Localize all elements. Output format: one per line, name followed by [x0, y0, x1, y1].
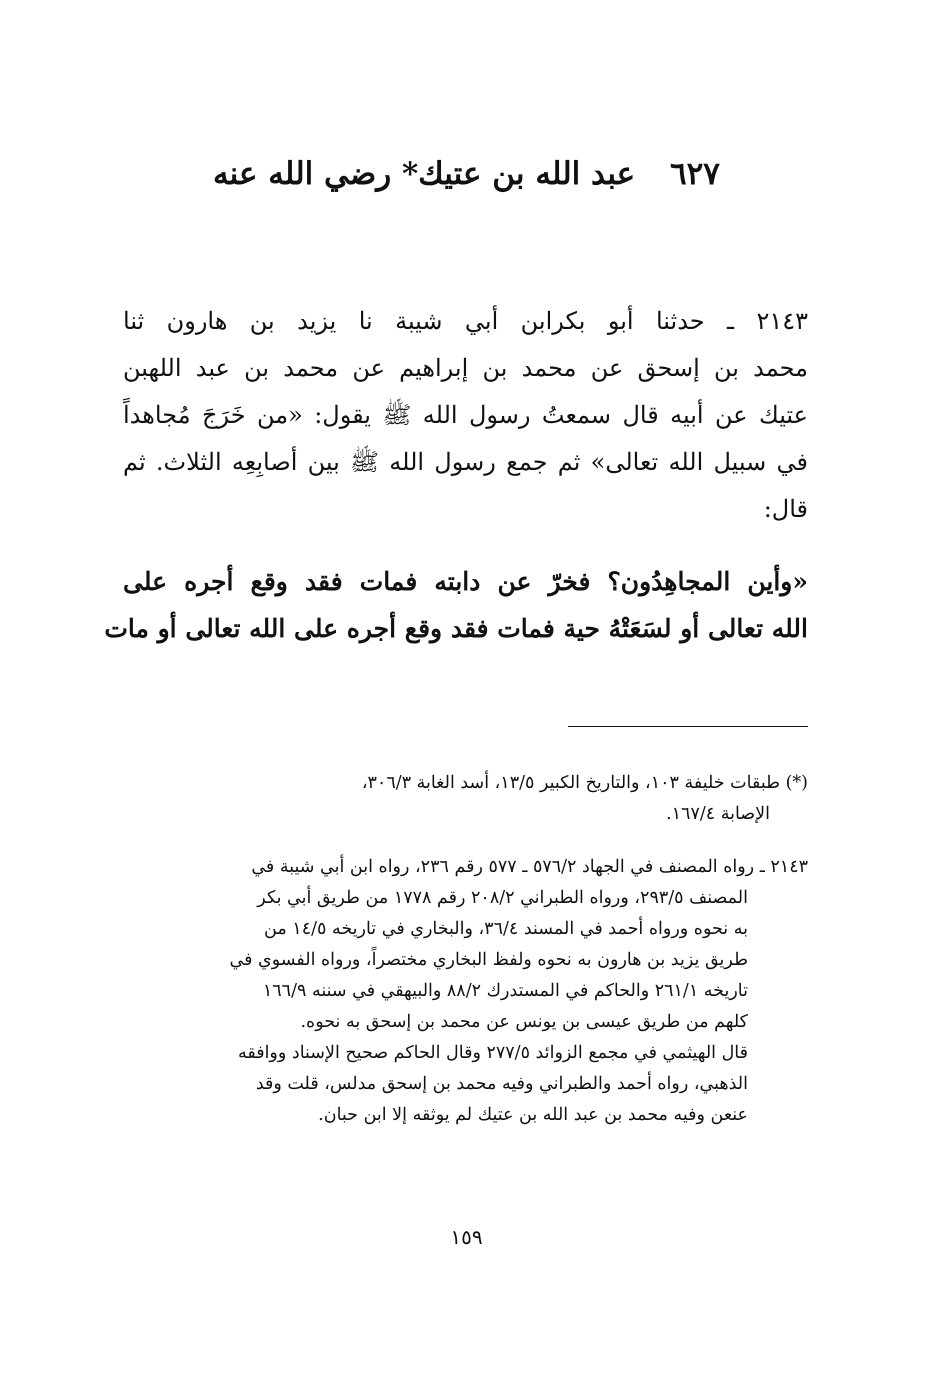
footnote-line: عنعن وفيه محمد بن عبد الله بن عتيك لم يوثقه إلا ابن حبان. [318, 1105, 748, 1125]
footnote-line: الذهبي، رواه أحمد والطبراني وفيه محمد بن إسحق مدلس، قلت وقد [255, 1074, 748, 1094]
footnote-line: الإصابة ١٦٧/٤. [666, 804, 770, 824]
quote-line: الله تعالى أو لسَعَتْهُ حية فمات فقد وقع أجره على الله تعالى أو مات [104, 614, 808, 643]
footnote-line: تاريخه ٢٦١/١ والحاكم في المستدرك ٨٨/٢ والبيهقي في سننه ١٦٦/٩ [262, 981, 748, 1001]
footnote-line: (*) طبقات خليفة ١٠٣، والتاريخ الكبير ١٣/٥، أسد الغابة ٣٠٦/٣، [361, 773, 808, 793]
hadith-text [123, 298, 808, 533]
hadith-line: قال: [763, 495, 808, 523]
footnote-line: ٢١٤٣ ـ رواه المصنف في الجهاد ٥٧٦/٢ ـ ٥٧٧ رقم ٢٣٦، رواه ابن أبي شيبة في [251, 857, 808, 877]
hadith-line: محمد بن إسحق عن محمد بن إبراهيم عن محمد بن عبد اللهبن [123, 354, 808, 382]
footnotes [118, 768, 808, 1131]
chapter-title: عبد الله بن عتيك* رضي الله عنه [213, 156, 636, 192]
quote-line: «وأين المجاهِدُون؟ فخرّ عن دابته فمات فقد وقع أجره على [123, 567, 808, 596]
chapter-number: ٦٢٧ [669, 156, 720, 192]
hadith-quote [104, 558, 808, 652]
footnote-line: قال الهيثمي في مجمع الزوائد ٢٧٧/٥ وقال الحاكم صحيح الإسناد ووافقه [237, 1043, 748, 1063]
footnote-line: المصنف ٢٩٣/٥، ورواه الطبراني ٢٠٨/٢ رقم ١٧٧٨ من طريق أبي بكر [257, 888, 748, 908]
page-number: ١٥٩ [450, 1225, 483, 1249]
footnote-line: طريق يزيد بن هارون به نحوه ولفظ البخاري مختصراً، ورواه الفسوي في [229, 950, 748, 970]
footnote-star [118, 768, 808, 830]
footnote-2143 [118, 852, 808, 1131]
footnote-line: كلهم من طريق عيسى بن يونس عن محمد بن إسحق به نحوه. [300, 1012, 748, 1032]
hadith-line: في سبيل الله تعالى» ثم جمع رسول الله ﷺ بين أصابِعِه الثلاث. ثم [123, 448, 808, 476]
chapter-heading [0, 152, 933, 196]
footnote-divider [568, 726, 808, 727]
footnote-line: به نحوه ورواه أحمد في المسند ٣٦/٤، والبخاري في تاريخه ١٤/٥ من [264, 919, 748, 939]
hadith-line: ٢١٤٣ ـ حدثنا أبو بكرابن أبي شيبة نا يزيد بن هارون ثنا [123, 307, 808, 335]
hadith-line: عتيك عن أبيه قال سمعتُ رسول الله ﷺ يقول: «من خَرَجَ مُجاهداً [123, 401, 808, 429]
